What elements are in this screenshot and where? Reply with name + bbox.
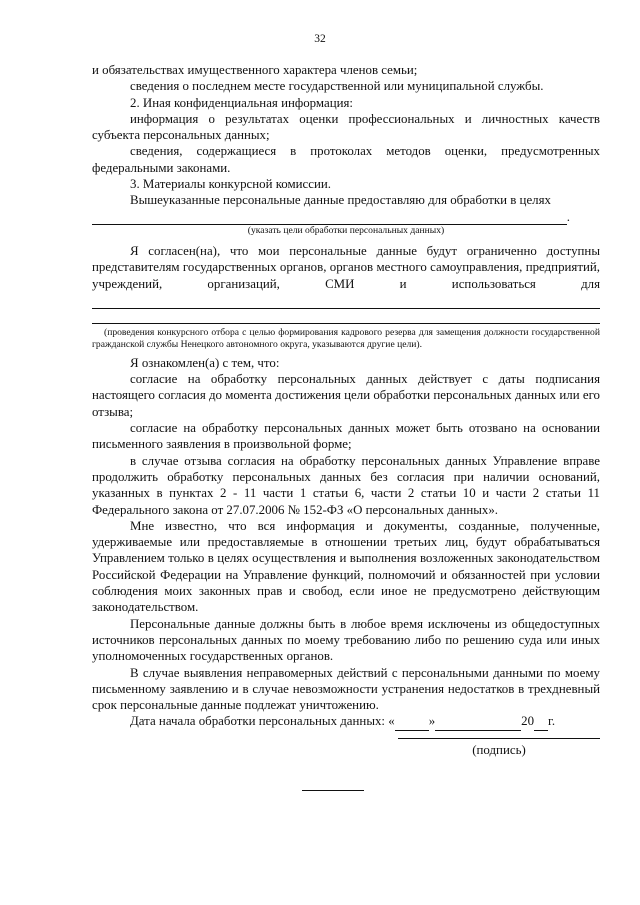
date-year-blank[interactable] [534, 713, 548, 730]
paragraph-assessment-results: информация о результатах оценки профессиональных и личностных качеств субъекта персональных данных; [92, 111, 600, 143]
paragraph-family-obligations: и обязательствах имущественного характера членов семьи; [92, 63, 418, 77]
usage-blank-line-2[interactable] [92, 309, 600, 324]
note-usage-purpose: (проведения конкурсного отбора с целью формирования кадрового резерва для замещения должности государственной гражданской службы Ненецкого автономного округа, указываются другие цели). [92, 326, 600, 350]
paragraph-revocation: согласие на обработку персональных данных может быть отозвано на основании письменного заявления в произвольной форме; [92, 421, 600, 452]
purpose-fill-row [92, 209, 600, 225]
date-start-row [92, 713, 600, 730]
paragraph-consent-access: Я согласен(на), что мои персональные данные будут ограниченно доступны представителям государственных органов, органов местного самоуправления, предприятий, учреждений, организаций, СМИ и использоваться для [92, 243, 600, 291]
usage-blank-line-1[interactable] [92, 294, 600, 309]
purpose-blank-line[interactable] [92, 212, 567, 225]
signature-line[interactable] [398, 738, 600, 739]
paragraph-exclusion: Персональные данные должны быть в любое время исключены из общедоступных источников персональных данных по моему требованию либо по решению суда или иных уполномоченных государственных органов. [92, 616, 600, 664]
paragraph-known-info: Мне известно, что вся информация и документы, созданные, полученные, удерживаемые или предоставляемые в отношении третьих лиц, будут обрабатываться Управлением только в целях осуществления и выполнения возложенных законодательством Российской Федерации на Управление функций, полномочий и обязанностей при условии соблюдения моих законных прав и свобод, если иное не предусмотрено действующим законодательством. [92, 518, 600, 615]
purpose-period: . [566, 209, 570, 224]
paragraph-protocols: сведения, содержащиеся в протоколах методов оценки, предусмотренных федеральными законами. [92, 144, 600, 175]
document-body [92, 62, 600, 731]
paragraph-last-service: сведения о последнем месте государственной или муниципальной службы. [130, 79, 544, 94]
paragraph-destruction: В случае выявления неправомерных действий с персональными данными по моему письменному заявлению и в случае невозможности устранения недостатков в трехдневный срок персональные данные подлежат уничтожению. [92, 665, 600, 713]
heading-confidential-info: 2. Иная конфиденциальная информация: [130, 95, 354, 110]
date-year-prefix: 20 [521, 714, 535, 729]
closing-divider [302, 790, 364, 791]
paragraph-purpose-intro: Вышеуказанные персональные данные предоставляю для обработки в целях [130, 193, 551, 208]
note-purpose: (указать цели обработки персональных данных) [247, 224, 445, 236]
paragraph-continue-processing: в случае отзыва согласия на обработку персональных данных Управление вправе продолжить обработку персональных данных без согласия при наличии оснований, указанных в пунктах 2 - 11 части 1 статьи 6, части 2 статьи 10 и части 2 статьи 11 Федерального закона от 27.07.2006 № 152-ФЗ «О персональных данных». [92, 453, 600, 517]
date-day-blank[interactable] [395, 713, 429, 730]
paragraph-validity: согласие на обработку персональных данных действует с даты подписания настоящего согласия до момента достижения цели обработки персональных данных или его отзыва; [92, 372, 600, 419]
date-label: Дата начала обработки персональных данных: « [130, 714, 395, 729]
heading-commission-materials: 3. Материалы конкурсной комиссии. [130, 177, 332, 192]
signature-caption: (подпись) [472, 743, 526, 757]
date-close-quote: » [428, 714, 436, 729]
paragraph-acknowledged: Я ознакомлен(а) с тем, что: [130, 355, 280, 370]
page-number: 32 [314, 33, 326, 45]
date-month-blank[interactable] [435, 713, 521, 730]
date-year-suffix: г. [548, 714, 556, 729]
